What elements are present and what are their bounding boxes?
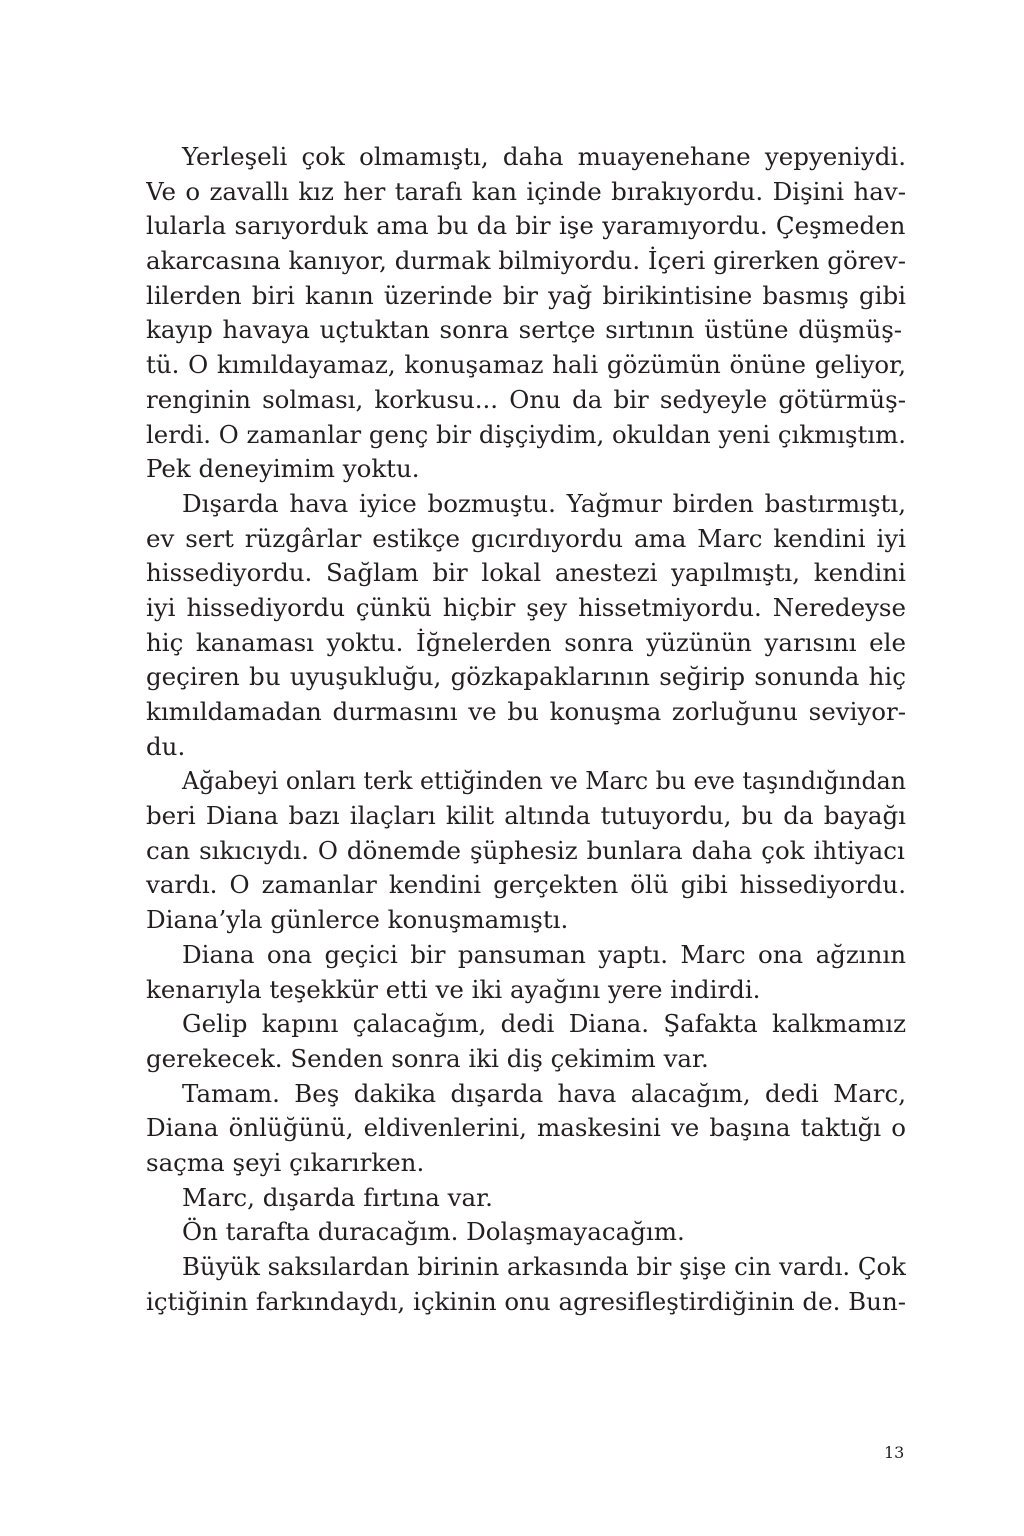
page-number: 13 [884,1443,905,1462]
text-line: lilerden biri kanın üzerinde bir yağ birikintisine basmış gibi [146,280,906,310]
text-line: Ön tarafta duracağım. Dolaşmayacağım. [182,1217,685,1247]
text-line: du. [146,731,186,761]
text-line: akarcasına kanıyor, durmak bilmiyordu. İçeri girerken görev- [146,246,906,276]
text-line: lerdi. O zamanlar genç bir dişçiydim, okuldan yeni çıkmıştım. [146,419,906,449]
text-line: Ağabeyi onları terk ettiğinden ve Marc bu eve taşındığından [182,766,906,796]
text-line: saçma şeyi çıkarırken. [146,1147,425,1177]
text-line: kenarıyla teşekkür etti ve iki ayağını yere indirdi. [146,974,761,1004]
text-line: Yerleşeli çok olmamıştı, daha muayenehane yepyeniydi. [182,142,906,171]
text-line: gerekecek. Senden sonra iki diş çekimim var. [146,1043,709,1073]
body-text [146,140,906,1319]
text-line: can sıkıcıydı. O dönemde şüphesiz bunlara daha çok ihtiyacı [146,835,905,865]
text-line: ev sert rüzgârlar estikçe gıcırdıyordu ama Marc kendini iyi [146,523,906,553]
text-line: Diana’yla günlerce konuşmamıştı. [146,905,569,935]
text-line: tü. O kımıldayamaz, konuşamaz hali gözümün önüne geliyor, [146,350,906,380]
text-line: Ve o zavallı kız her tarafı kan içinde bırakıyordu. Dişini hav- [146,176,906,206]
text-line: vardı. O zamanlar kendini gerçekten ölü gibi hissediyordu. [146,870,906,900]
text-line: beri Diana bazı ilaçları kilit altında tutuyordu, bu da bayağı [146,801,906,831]
text-line: kımıldamadan durmasını ve bu konuşma zorluğunu seviyor- [146,697,906,726]
text-line: kayıp havaya uçtuktan sonra sertçe sırtının üstüne düşmüş- [146,315,903,345]
text-line: Marc, dışarda fırtına var. [182,1182,493,1212]
text-line: lularla sarıyorduk ama bu da bir işe yaramıyordu. Çeşmeden [146,211,906,241]
text-line: Dışarda hava iyice bozmuştu. Yağmur birden bastırmıştı, [182,488,906,518]
text-line: Diana ona geçici bir pansuman yaptı. Marc ona ağzının [182,939,906,969]
text-line: Tamam. Beş dakika dışarda hava alacağım, dedi Marc, [182,1078,906,1108]
text-line: geçiren bu uyuşukluğu, gözkapaklarının seğirip sonunda hiç [146,662,906,692]
text-line: hiç kanaması yoktu. İğnelerden sonra yüzünün yarısını ele [146,627,906,657]
text-line: renginin solması, korkusu... Onu da bir sedyeyle götürmüş- [146,384,906,414]
text-line: Diana önlüğünü, eldivenlerini, maskesini ve başına taktığı o [146,1113,906,1143]
text-line: içtiğinin farkındaydı, içkinin onu agresifleştirdiğinin de. Bun- [146,1286,906,1316]
text-line: Gelip kapını çalacağım, dedi Diana. Şafakta kalkmamız [182,1009,906,1039]
text-line: Büyük saksılardan birinin arkasında bir şişe cin vardı. Çok [182,1252,906,1281]
text-line: iyi hissediyordu çünkü hiçbir şey hissetmiyordu. Neredeyse [146,592,906,622]
text-line: hissediyordu. Sağlam bir lokal anestezi yapılmıştı, kendini [146,558,906,588]
text-line: Pek deneyimim yoktu. [146,454,420,484]
